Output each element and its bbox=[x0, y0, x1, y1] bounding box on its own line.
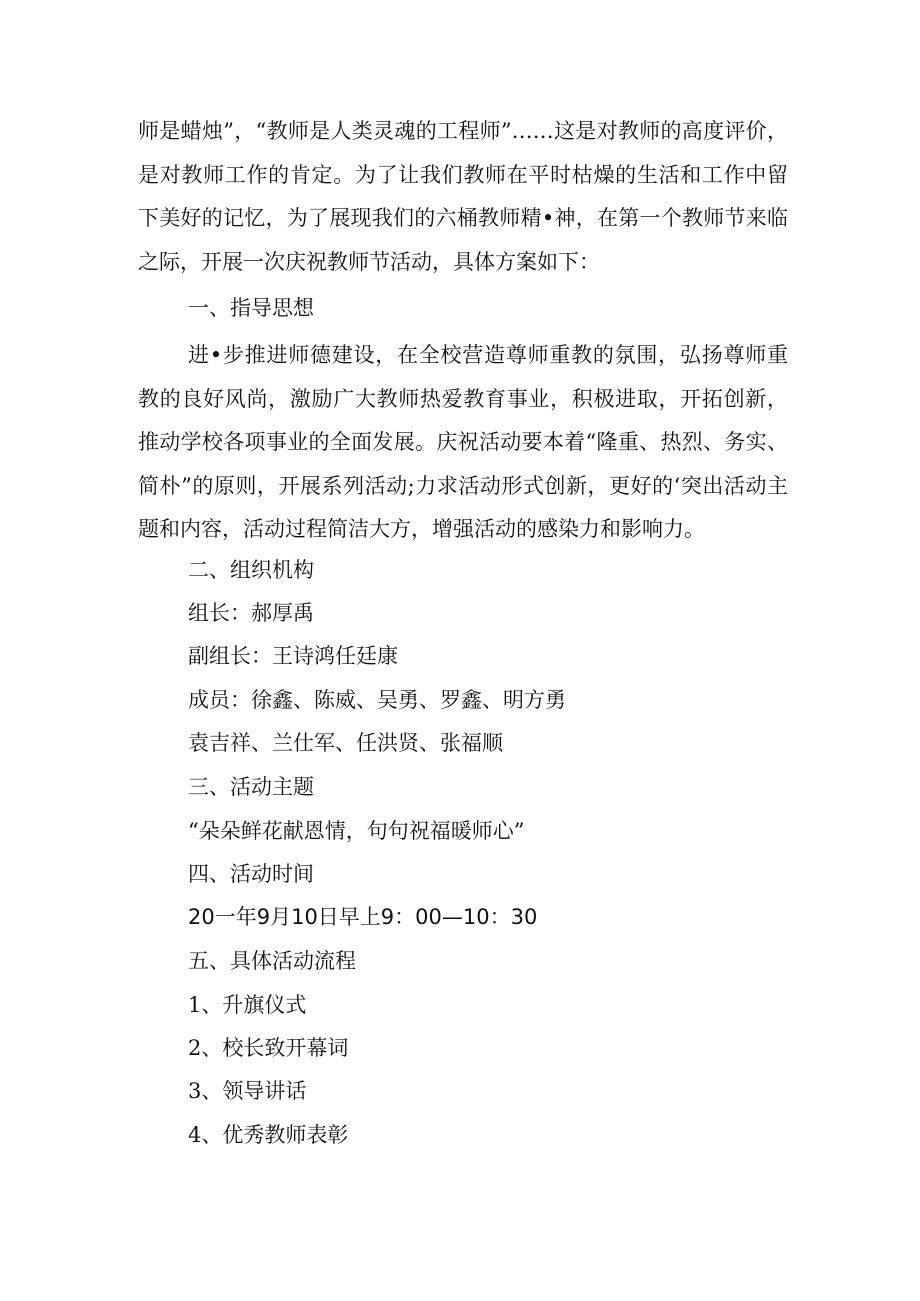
section2-heading: 二、组织机构 bbox=[188, 558, 314, 582]
org-leader: 组长：郝厚禹 bbox=[188, 601, 314, 625]
section3-heading: 三、活动主题 bbox=[188, 775, 314, 799]
org-members: 成员：徐鑫、陈威、吴勇、罗鑫、明方勇 bbox=[188, 688, 566, 712]
section1-heading: 一、指导思想 bbox=[188, 296, 314, 320]
org-members-continued: 袁吉祥、兰仕军、任洪贤、张福顺 bbox=[188, 731, 503, 755]
org-deputy: 副组长：王诗鸿任廷康 bbox=[188, 644, 398, 668]
step-item: 4、优秀教师表彰 bbox=[188, 1123, 349, 1147]
step-item: 1、升旗仪式 bbox=[188, 993, 307, 1017]
activity-theme: “朵朵鲜花献恩情，句句祝福暖师心” bbox=[188, 819, 525, 843]
section1-body: 进•步推进师德建设，在全校营造尊师重教的氛围，弘扬尊师重教的良好风尚，激励广大教师热爱教育事业，积极进取，开拓创新，推动学校各项事业的全面发展。庆祝活动要本着“隆重、热烈、务实、简朴”的原则，开展系列活动;力求活动形式创新，更好的‘突出活动主题和内容，活动过程简洁大方，增强活动的感染力和影响力。 bbox=[138, 343, 788, 541]
intro-paragraph: 师是蜡烛”，“教师是人类灵魂的工程师”……这是对教师的高度评价，是对教师工作的肯定。为了让我们教师在平时枯燥的生活和工作中留下美好的记忆，为了展现我们的六桶教师精•神，在第一个教师节来临之际，开展一次庆祝教师节活动，具体方案如下： bbox=[138, 119, 788, 274]
section4-heading: 四、活动时间 bbox=[188, 862, 314, 886]
section5-heading: 五、具体活动流程 bbox=[188, 949, 356, 973]
step-item: 2、校长致开幕词 bbox=[188, 1036, 349, 1060]
activity-time: 20一年9月10日早上9：00—10：30 bbox=[188, 905, 538, 929]
step-item: 3、领导讲话 bbox=[188, 1079, 307, 1103]
